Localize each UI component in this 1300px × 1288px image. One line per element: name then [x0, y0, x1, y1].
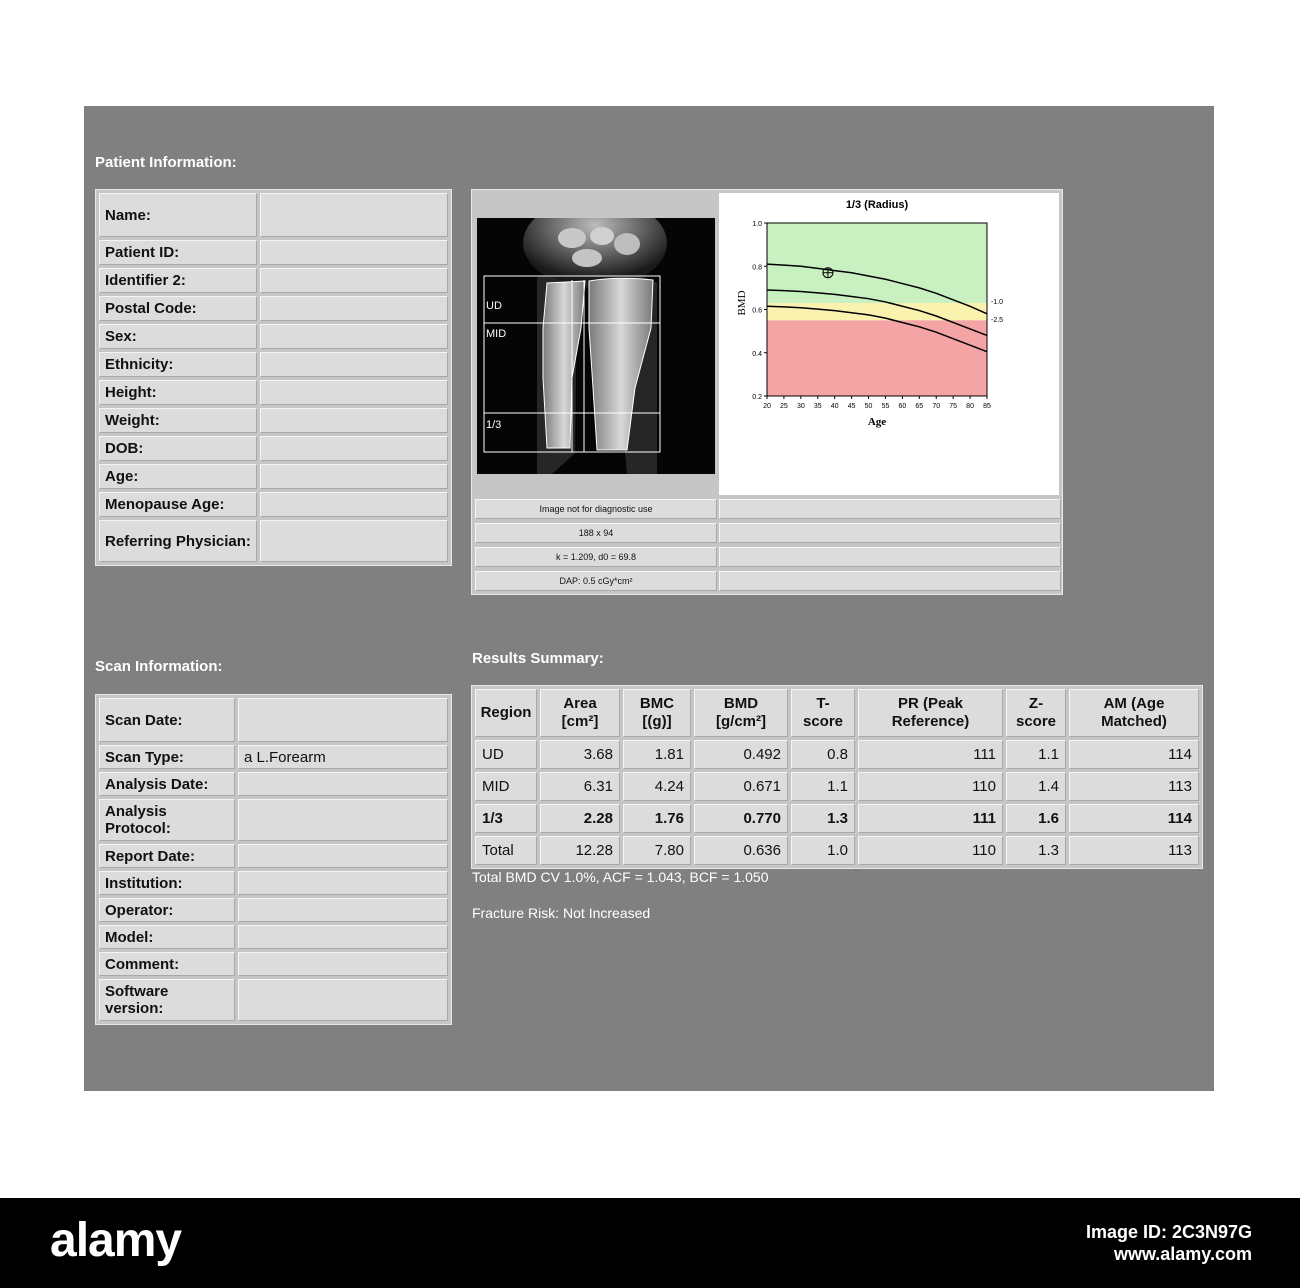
image-info-row: DAP: 0.5 cGy*cm² [475, 571, 717, 591]
reference-line-label: -2.5 [991, 317, 1004, 325]
x-tick-label: 20 [763, 403, 771, 410]
results-table [471, 685, 1203, 869]
patient-info-title: Patient Information: [95, 154, 237, 171]
x-tick-label: 35 [813, 403, 822, 410]
reference-line-label: -1.0 [991, 298, 1004, 306]
cell-pr: 111 [858, 740, 1003, 769]
patient-label: Menopause Age: [99, 492, 257, 517]
cell-area: 2.28 [540, 804, 620, 833]
scan-label: Operator: [99, 898, 235, 922]
chart-title: 1/3 (Radius) [845, 199, 909, 211]
cell-area: 6.31 [540, 772, 620, 801]
header-area: Area [cm²] [540, 689, 620, 737]
band-osteopenia [767, 303, 987, 320]
scan-value [238, 925, 448, 949]
header-bmd: BMD [g/cm²] [694, 689, 788, 737]
scan-value [238, 979, 448, 1021]
x-tick-label: 65 [915, 403, 924, 410]
patient-value [260, 352, 448, 377]
scan-info-title: Scan Information: [95, 658, 223, 675]
roi-label-mid: MID [486, 328, 507, 340]
cell-region: UD [475, 740, 537, 769]
patient-value [260, 492, 448, 517]
x-tick-label: 50 [864, 403, 873, 410]
patient-value [260, 240, 448, 265]
table-row [475, 740, 1199, 769]
x-tick-label: 55 [881, 403, 890, 410]
cell-t: 1.0 [791, 836, 855, 865]
patient-value [260, 324, 448, 349]
site-url: www.alamy.com [1113, 1244, 1252, 1264]
patient-value [260, 193, 448, 237]
patient-value [260, 268, 448, 293]
cell-bmd: 0.671 [694, 772, 788, 801]
x-tick-label: 70 [932, 403, 941, 410]
cell-bmd: 0.770 [694, 804, 788, 833]
scan-value [238, 844, 448, 868]
cell-area: 12.28 [540, 836, 620, 865]
cell-pr: 111 [858, 804, 1003, 833]
scan-label: Software version: [99, 979, 235, 1021]
cell-bmd: 0.636 [694, 836, 788, 865]
y-tick-label: 1.0 [752, 221, 762, 228]
y-tick-label: 0.4 [752, 350, 762, 358]
scan-label: Institution: [99, 871, 235, 895]
cell-am: 114 [1069, 804, 1199, 833]
fracture-risk-note: Fracture Risk: Not Increased [472, 905, 651, 921]
scan-value [238, 799, 448, 841]
scan-label: Comment: [99, 952, 235, 976]
cell-bmc: 1.76 [623, 804, 691, 833]
patient-value [260, 380, 448, 405]
x-axis-label: Age [867, 416, 887, 428]
patient-value [260, 408, 448, 433]
image-info-row: 188 x 94 [475, 523, 717, 543]
cell-bmc: 4.24 [623, 772, 691, 801]
table-row-highlight [475, 804, 1199, 833]
x-tick-label: 85 [983, 403, 991, 410]
scan-image-panel [471, 189, 1063, 595]
patient-value [260, 520, 448, 562]
cell-am: 114 [1069, 740, 1199, 769]
band-osteoporosis [767, 320, 987, 396]
patient-value [260, 296, 448, 321]
roi-label-ud: UD [486, 300, 502, 312]
x-tick-label: 25 [780, 403, 788, 410]
x-tick-label: 60 [898, 403, 907, 410]
patient-label: Postal Code: [99, 296, 257, 321]
cell-z: 1.4 [1006, 772, 1066, 801]
y-tick-label: 0.6 [752, 307, 762, 315]
patient-label: Identifier 2: [99, 268, 257, 293]
patient-label: Name: [99, 193, 257, 237]
patient-label: Referring Physician: [99, 520, 257, 562]
patient-label: Patient ID: [99, 240, 257, 265]
cell-pr: 110 [858, 836, 1003, 865]
scan-label: Report Date: [99, 844, 235, 868]
header-pr: PR (Peak Reference) [858, 689, 1003, 737]
y-axis-label: BMD [736, 290, 748, 316]
image-info-row-empty [719, 523, 1061, 543]
patient-info-table [95, 189, 452, 566]
scan-value [238, 698, 448, 742]
patient-value [260, 436, 448, 461]
image-info-row-empty [719, 547, 1061, 567]
scan-value [238, 952, 448, 976]
patient-label: Age: [99, 464, 257, 489]
scan-value [238, 871, 448, 895]
cell-am: 113 [1069, 772, 1199, 801]
scan-value [238, 772, 448, 796]
x-tick-label: 80 [966, 403, 974, 410]
results-title: Results Summary: [472, 650, 604, 667]
cell-pr: 110 [858, 772, 1003, 801]
patient-label: Height: [99, 380, 257, 405]
patient-value [260, 464, 448, 489]
bmd-age-chart [719, 193, 1059, 495]
patient-label: Weight: [99, 408, 257, 433]
cell-z: 1.1 [1006, 740, 1066, 769]
roi-label-third: 1/3 [486, 419, 502, 431]
cell-t: 1.3 [791, 804, 855, 833]
x-tick-label: 40 [830, 403, 839, 410]
scan-value [238, 898, 448, 922]
x-tick-label: 45 [847, 403, 856, 410]
header-region: Region [475, 689, 537, 737]
header-bmc: BMC [(g)] [623, 689, 691, 737]
scan-label: Model: [99, 925, 235, 949]
patient-label: Sex: [99, 324, 257, 349]
cell-bmc: 1.81 [623, 740, 691, 769]
patient-label: Ethnicity: [99, 352, 257, 377]
image-info-row: Image not for diagnostic use [475, 499, 717, 519]
image-info-row-empty [719, 571, 1061, 591]
header-z-score: Z- score [1006, 689, 1066, 737]
table-row [475, 772, 1199, 801]
scan-label: Analysis Date: [99, 772, 235, 796]
patient-label: DOB: [99, 436, 257, 461]
forearm-xray-image [477, 218, 715, 474]
cell-bmd: 0.492 [694, 740, 788, 769]
header-t-score: T- score [791, 689, 855, 737]
scan-info-table [95, 694, 452, 1025]
cell-t: 1.1 [791, 772, 855, 801]
cell-z: 1.3 [1006, 836, 1066, 865]
scan-value: a L.Forearm [238, 745, 448, 769]
scan-label: Scan Type: [99, 745, 235, 769]
watermark-footer [0, 1198, 1300, 1288]
x-tick-label: 30 [796, 403, 805, 410]
y-tick-label: 0.2 [752, 394, 762, 401]
cell-region: MID [475, 772, 537, 801]
cell-bmc: 7.80 [623, 836, 691, 865]
cell-region: 1/3 [475, 804, 537, 833]
cell-z: 1.6 [1006, 804, 1066, 833]
cell-area: 3.68 [540, 740, 620, 769]
image-id: Image ID: 2C3N97G [1085, 1222, 1252, 1242]
cell-region: Total [475, 836, 537, 865]
table-row [475, 836, 1199, 865]
image-info-row-empty [719, 499, 1061, 519]
header-am: AM (Age Matched) [1069, 689, 1199, 737]
scan-label: Scan Date: [99, 698, 235, 742]
cell-am: 113 [1069, 836, 1199, 865]
cv-note: Total BMD CV 1.0%, ACF = 1.043, BCF = 1.050 [472, 869, 769, 885]
scan-label: Analysis Protocol: [99, 799, 235, 841]
alamy-logo: alamy [50, 1214, 182, 1267]
bmd-chart-svg [719, 193, 1059, 495]
image-info-row: k = 1.209, d0 = 69.8 [475, 547, 717, 567]
x-tick-label: 75 [949, 403, 958, 410]
y-tick-label: 0.8 [752, 264, 762, 272]
cell-t: 0.8 [791, 740, 855, 769]
